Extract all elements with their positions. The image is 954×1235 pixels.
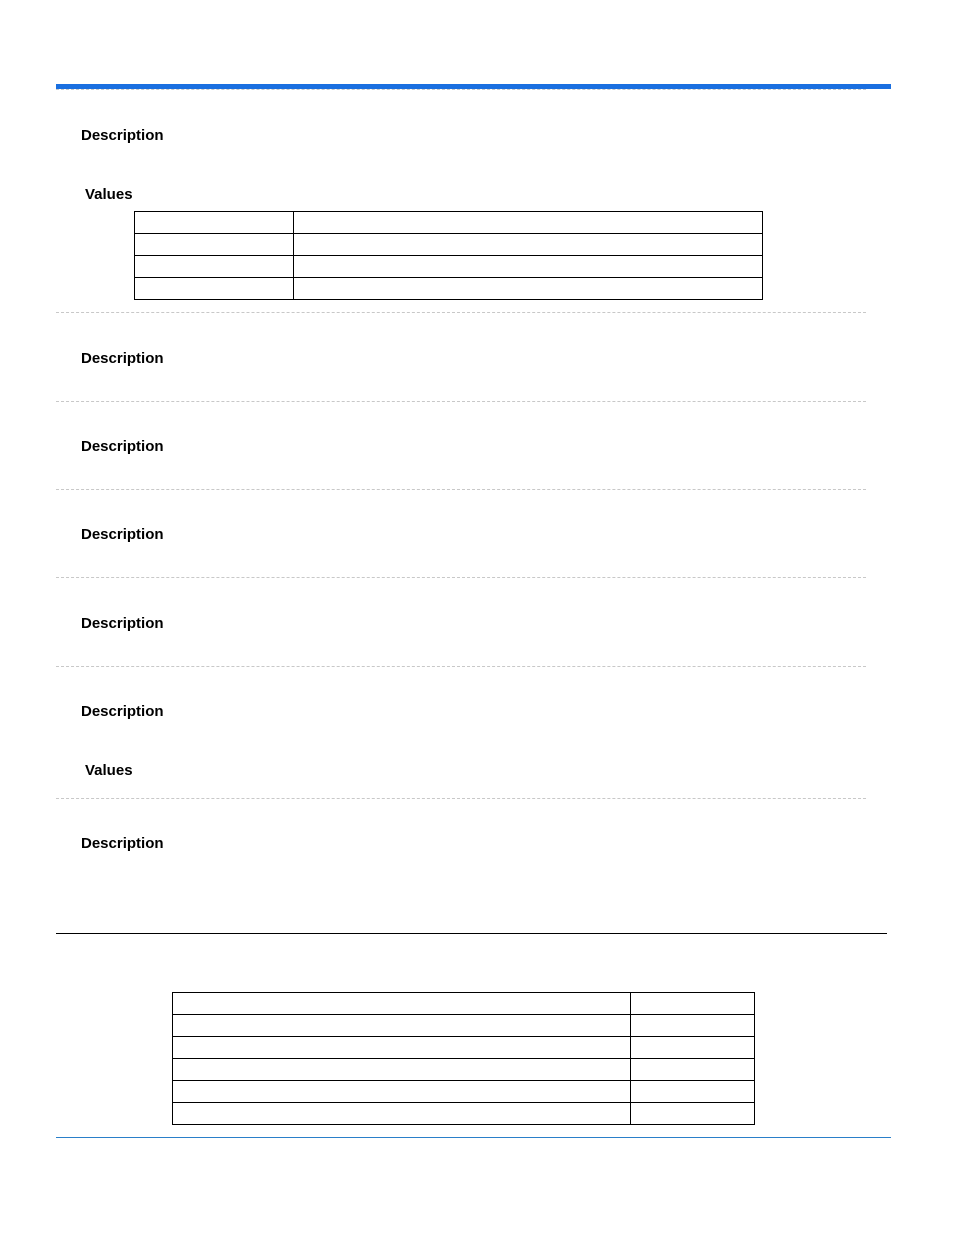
section-divider [56, 666, 866, 667]
description-label: Description [81, 127, 164, 144]
section-divider [56, 489, 866, 490]
table-cell [631, 1015, 755, 1037]
table-cell [294, 278, 763, 300]
table-row [135, 234, 763, 256]
values-label: Values [85, 186, 133, 203]
table-cell [135, 278, 294, 300]
description-label: Description [81, 350, 164, 367]
table-cell [631, 1037, 755, 1059]
table-cell [294, 256, 763, 278]
table-cell [631, 1103, 755, 1125]
description-label: Description [81, 438, 164, 455]
values-table [134, 211, 763, 300]
table-row [173, 993, 755, 1015]
table-cell [173, 1037, 631, 1059]
table-row [135, 256, 763, 278]
values-label: Values [85, 762, 133, 779]
summary-table [172, 992, 755, 1125]
table-cell [294, 234, 763, 256]
description-label: Description [81, 615, 164, 632]
table-row [173, 1037, 755, 1059]
table-row [173, 1059, 755, 1081]
table-row [135, 278, 763, 300]
table-row [173, 1081, 755, 1103]
description-label: Description [81, 526, 164, 543]
table-cell [631, 993, 755, 1015]
table-cell [135, 212, 294, 234]
table-cell [173, 1103, 631, 1125]
description-label: Description [81, 703, 164, 720]
section-divider [56, 89, 866, 90]
footer-rule [56, 1137, 891, 1138]
table-row [173, 1103, 755, 1125]
table-cell [631, 1081, 755, 1103]
table-cell [135, 256, 294, 278]
table-row [173, 1015, 755, 1037]
table-row [135, 212, 763, 234]
table-cell [294, 212, 763, 234]
section-divider [56, 798, 866, 799]
table-cell [173, 1081, 631, 1103]
section-divider [56, 401, 866, 402]
section-divider [56, 312, 866, 313]
horizontal-rule [56, 933, 887, 934]
description-label: Description [81, 835, 164, 852]
table-cell [173, 1015, 631, 1037]
table-cell [173, 993, 631, 1015]
section-divider [56, 577, 866, 578]
table-cell [173, 1059, 631, 1081]
table-cell [135, 234, 294, 256]
table-cell [631, 1059, 755, 1081]
